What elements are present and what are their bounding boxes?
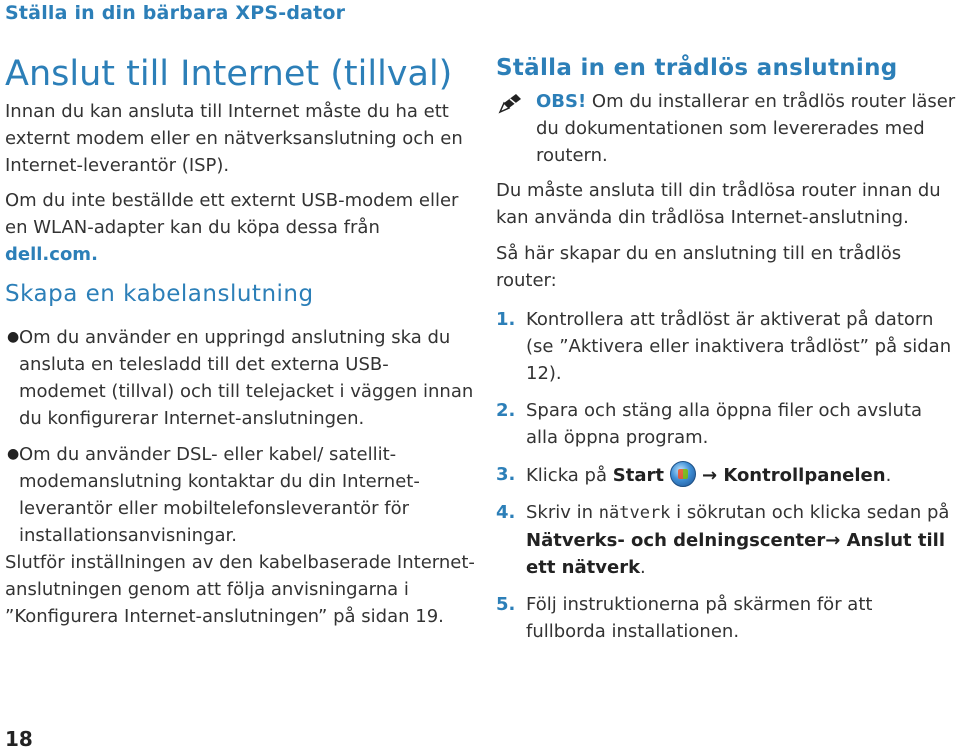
connect-network-label: Anslut till ett nätverk <box>526 530 946 578</box>
bullet-dot: ● <box>7 446 20 462</box>
bullet-text: Om du använder DSL- eller kabel/ satellit-modemanslutning kontaktar du din Internet-leverantör eller mobiltelefonsleverantör för installationsanvisningar. <box>19 444 420 546</box>
step-text: Kontrollera att trådlöst är aktiverat på datorn (se ”Aktivera eller inaktivera trådlöst” på sidan 12). <box>526 309 952 384</box>
step-number: 3. <box>496 464 516 485</box>
intro-paragraph: Innan du kan ansluta till Internet måste du ha ett externt modem eller en nätverksanslutning och en Internet-leverantör (ISP). <box>5 101 463 176</box>
purchase-text: Om du inte beställde ett externt USB-modem eller en WLAN-adapter kan du köpa dessa från <box>5 190 459 238</box>
control-panel-label: Kontrollpanelen <box>723 465 886 486</box>
step-number: 4. <box>496 502 516 523</box>
right-column <box>496 52 956 645</box>
step-number: 2. <box>496 400 516 421</box>
arrow-symbol: → <box>825 530 847 551</box>
wireless-heading: Ställa in en trådlös anslutning <box>496 55 898 81</box>
step-text: Följ instruktionerna på skärmen för att fullborda installationen. <box>526 594 873 642</box>
step-mid: i sökrutan och klicka sedan på <box>670 502 950 523</box>
note-label: OBS! <box>536 91 587 112</box>
bullet-item <box>7 324 475 432</box>
bullet-dot: ● <box>7 329 20 345</box>
step-text <box>526 461 956 489</box>
page-number: 18 <box>5 727 33 751</box>
wireless-paragraph-2: Så här skapar du en anslutning till en trådlös router: <box>496 243 902 291</box>
running-header: Ställa in din bärbara XPS-dator <box>5 2 346 24</box>
step-item <box>496 499 956 581</box>
step-pre: Skriv in <box>526 502 599 523</box>
step-item <box>496 306 956 387</box>
left-column <box>5 52 475 630</box>
note-box <box>496 88 956 169</box>
wireless-paragraph-1: Du måste ansluta till din trådlösa router innan du kan använda din trådlösa Internet-anslutning. <box>496 180 941 228</box>
step-number: 1. <box>496 309 516 330</box>
purchase-paragraph <box>5 187 475 268</box>
step-item <box>496 591 956 645</box>
search-term: nätverk <box>598 503 671 523</box>
step-text <box>526 499 956 581</box>
note-body: Om du installerar en trådlös router läser du dokumentationen som levererades med routern. <box>536 91 956 166</box>
step-post: . <box>640 557 646 578</box>
arrow-symbol: → <box>701 465 724 486</box>
cable-heading: Skapa en kabelanslutning <box>5 281 314 307</box>
step-post: . <box>885 465 892 486</box>
purchase-end: . <box>91 244 98 265</box>
windows-start-icon[interactable] <box>670 461 696 487</box>
step-item <box>496 461 956 489</box>
start-label: Start <box>612 465 664 486</box>
pencil-note-icon <box>496 88 536 120</box>
note-text <box>536 88 956 169</box>
network-center-label: Nätverks- och delningscenter <box>526 530 826 551</box>
step-item <box>496 397 956 451</box>
finish-paragraph: Slutför inställningen av den kabelbaserade Internet-anslutningen genom att följa anvisningarna i ”Konfigurera Internet-anslutningen” på sidan 19. <box>5 552 475 627</box>
dell-link[interactable]: dell.com <box>5 244 92 265</box>
step-pre: Klicka på <box>526 465 613 486</box>
step-text: Spara och stäng alla öppna filer och avsluta alla öppna program. <box>526 400 923 448</box>
step-number: 5. <box>496 594 516 615</box>
bullet-text: Om du använder en uppringd anslutning ska du ansluta en telesladd till det externa USB-modemet (tillval) och till telejacket i väggen innan du konfigurerar Internet-anslutningen. <box>19 327 474 429</box>
bullet-item <box>7 441 475 549</box>
page-title: Anslut till Internet (tillval) <box>5 54 453 94</box>
